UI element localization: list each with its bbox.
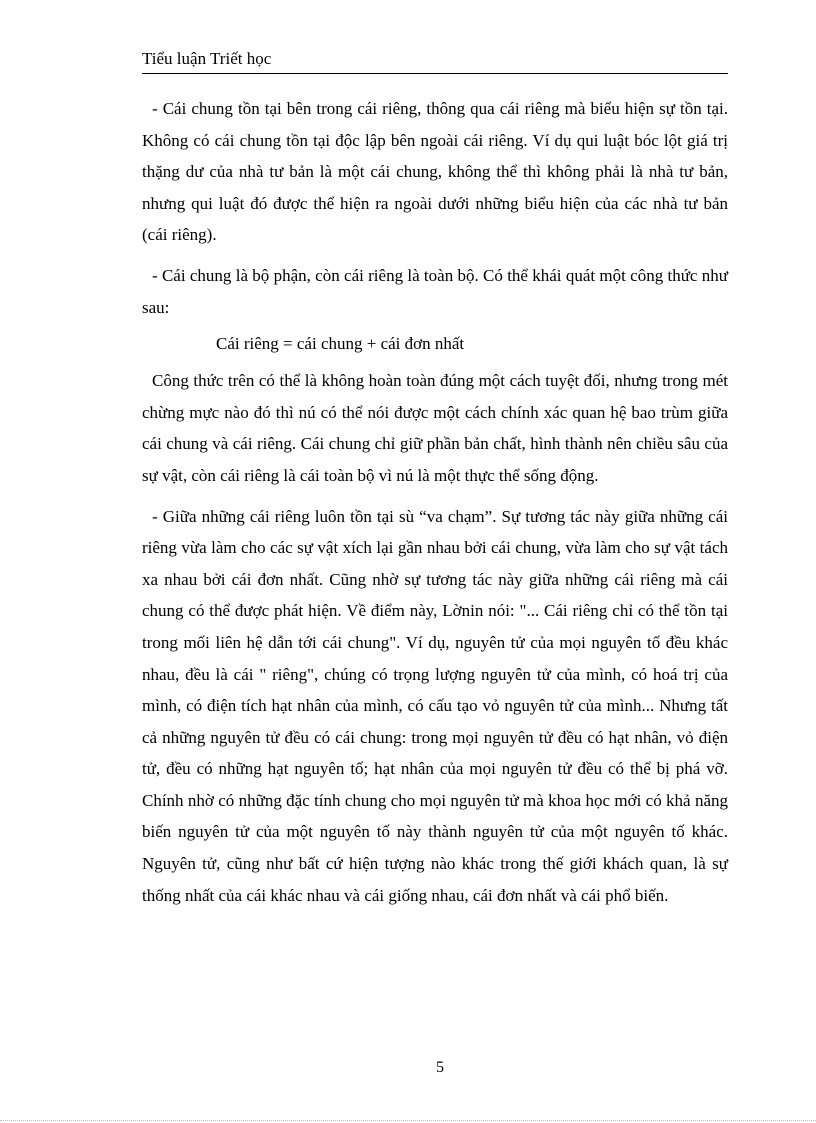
header-title: Tiểu luận Triết học <box>142 49 272 68</box>
page-body <box>142 93 728 911</box>
paragraph-2: - Cái chung là bộ phận, còn cái riêng là toàn bộ. Có thể khái quát một công thức như sau: <box>142 265 728 317</box>
formula: Cái riêng = cái chung + cái đơn nhất <box>216 334 465 354</box>
paragraph-3: Công thức trên có thể là không hoàn toàn đúng một cách tuyệt đối, nhưng trong mét chừng mực nào đó thì nú có thể nói được một cách chính xác quan hệ bao trùm giữa cái chung và cái riêng. Cái chung chỉ giữ phần bản chất, hình thành nên chiều sâu của sự vật, còn cái riêng là cái toàn bộ vì nú là một thực thể sống động. <box>142 371 728 485</box>
page-number: 5 <box>436 1059 444 1076</box>
paragraph-4: - Giữa những cái riêng luôn tồn tại sù “va chạm”. Sự tương tác này giữa những cái riêng vừa làm cho các sự vật xích lại gần nhau bởi cái chung, vừa làm cho sự vật tách xa nhau bởi cái đơn nhất. Cũng nhờ sự tương tác này giữa những cái riêng mà cái chung có thể được phát hiện. Về điểm này, Lờnin nói: "... Cái riêng chỉ có thể tồn tại trong mối liên hệ dẫn tới cái chung". Ví dụ, nguyên tử của mọi nguyên tố đều khác nhau, đều là cái " riêng", chúng có trọng lượng nguyên tử của mình, có hoá trị của mình, có điện tích hạt nhân của mình, có cấu tạo vỏ nguyên tử của mình... Nhưng tất cả những nguyên tử đều có cái chung: trong mọi nguyên tử đều có hạt nhân, vỏ điện tử, đều có những hạt nguyên tố; hạt nhân của mọi nguyên tử đều có thể bị phá vỡ. Chính nhờ có những đặc tính chung cho mọi nguyên tử mà khoa học mới có khả năng biến nguyên tử của một nguyên tố này thành nguyên tử của một nguyên tố khác. Nguyên tử, cũng như bất cứ hiện tượng nào khác trong thế giới khách quan, là sự thống nhất của cái khác nhau và cái giống nhau, cái đơn nhất và cái phổ biến. <box>142 506 728 905</box>
footer-rule <box>0 1120 816 1121</box>
paragraph-1: - Cái chung tồn tại bên trong cái riêng, thông qua cái riêng mà biểu hiện sự tồn tại. Không có cái chung tồn tại độc lập bên ngoài cái riêng. Ví dụ qui luật bóc lột giá trị thặng dư của nhà tư bản là một cái chung, không thể thì không phải là nhà tư bản, nhưng qui luật đó được thể hiện ra ngoài dưới những biểu hiện của các nhà tư bản (cái riêng). <box>142 99 728 245</box>
page-header <box>142 48 728 74</box>
